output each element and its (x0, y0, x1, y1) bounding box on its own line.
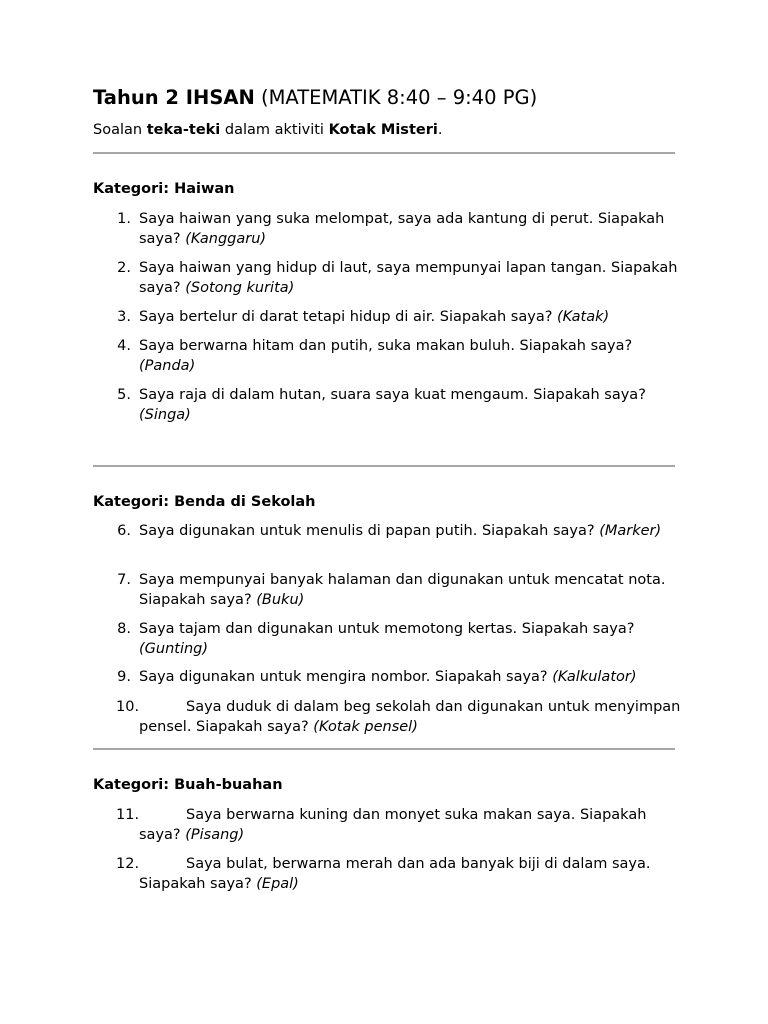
category-heading: Kategori: Haiwan (93, 181, 235, 197)
answer-text: (Kotak pensel) (313, 718, 418, 735)
intro-line (93, 122, 442, 138)
item-number: 7. (117, 572, 131, 588)
answer-text: (Gunting) (139, 640, 209, 657)
question-text: Saya raja di dalam hutan, suara saya kuat mengaum. Siapakah saya? (139, 387, 646, 403)
question-text: Saya duduk di dalam beg sekolah dan digunakan untuk menyimpan pensel. Siapakah saya? (139, 699, 681, 735)
answer-text: (Pisang) (185, 826, 245, 843)
page-title (93, 86, 537, 109)
intro-text-1: Soalan (93, 122, 147, 138)
list-item (93, 620, 683, 659)
list-item (93, 571, 683, 610)
item-number: 6. (117, 523, 131, 539)
item-number: 3. (117, 309, 131, 325)
list-item (93, 698, 683, 737)
list-item (93, 668, 683, 688)
answer-text: (Epal) (256, 875, 299, 892)
divider (93, 152, 675, 154)
item-number: 10. (116, 699, 140, 715)
answer-text: (Kanggaru) (185, 230, 267, 247)
question-text: Saya digunakan untuk mengira nombor. Siapakah saya? (139, 669, 548, 685)
intro-bold-1: teka-teki (146, 122, 221, 138)
question-text: Saya tajam dan digunakan untuk memotong kertas. Siapakah saya? (139, 621, 635, 637)
item-number: 8. (117, 621, 131, 637)
item-number: 11. (116, 807, 140, 823)
question-text: Saya digunakan untuk menulis di papan putih. Siapakah saya? (139, 523, 595, 539)
title-class: Tahun 2 IHSAN (93, 86, 255, 109)
answer-text: (Buku) (256, 591, 305, 608)
intro-text-2: dalam aktiviti (220, 122, 329, 138)
question-text: Saya haiwan yang suka melompat, saya ada kantung di perut. Siapakah saya? (139, 211, 665, 247)
answer-text: (Panda) (139, 357, 196, 374)
question-text: Saya bulat, berwarna merah dan ada banyak biji di dalam saya. Siapakah saya? (139, 856, 651, 892)
intro-bold-2: Kotak Misteri (328, 122, 438, 138)
category-heading: Kategori: Buah-buahan (93, 777, 283, 793)
item-number: 5. (117, 387, 131, 403)
item-number: 9. (117, 669, 131, 685)
answer-text: (Singa) (139, 406, 191, 423)
item-number: 1. (117, 211, 131, 227)
list-item (93, 210, 683, 249)
list-item (93, 522, 683, 542)
item-number: 12. (116, 856, 140, 872)
category-heading: Kategori: Benda di Sekolah (93, 494, 316, 510)
list-item (93, 308, 683, 328)
question-text: Saya haiwan yang hidup di laut, saya mempunyai lapan tangan. Siapakah saya? (139, 260, 678, 296)
answer-text: (Katak) (557, 309, 610, 325)
question-text: Saya bertelur di darat tetapi hidup di air. Siapakah saya? (139, 309, 553, 325)
question-text: Saya berwarna hitam dan putih, suka makan buluh. Siapakah saya? (139, 338, 633, 354)
list-item (93, 259, 683, 298)
question-text: Saya mempunyai banyak halaman dan digunakan untuk mencatat nota. Siapakah saya? (139, 572, 666, 608)
answer-text: (Kalkulator) (552, 669, 637, 685)
list-item (93, 386, 683, 425)
list-item (93, 337, 683, 376)
title-subject-time: (MATEMATIK 8:40 – 9:40 PG) (260, 86, 538, 109)
question-text: Saya berwarna kuning dan monyet suka makan saya. Siapakah saya? (139, 807, 647, 843)
list-item (93, 855, 683, 894)
answer-text: (Sotong kurita) (185, 279, 295, 296)
divider (93, 748, 675, 750)
list-item (93, 806, 683, 845)
divider (93, 465, 675, 467)
item-number: 4. (117, 338, 131, 354)
intro-text-3: . (437, 122, 443, 138)
item-number: 2. (117, 260, 131, 276)
answer-text: (Marker) (599, 523, 662, 539)
